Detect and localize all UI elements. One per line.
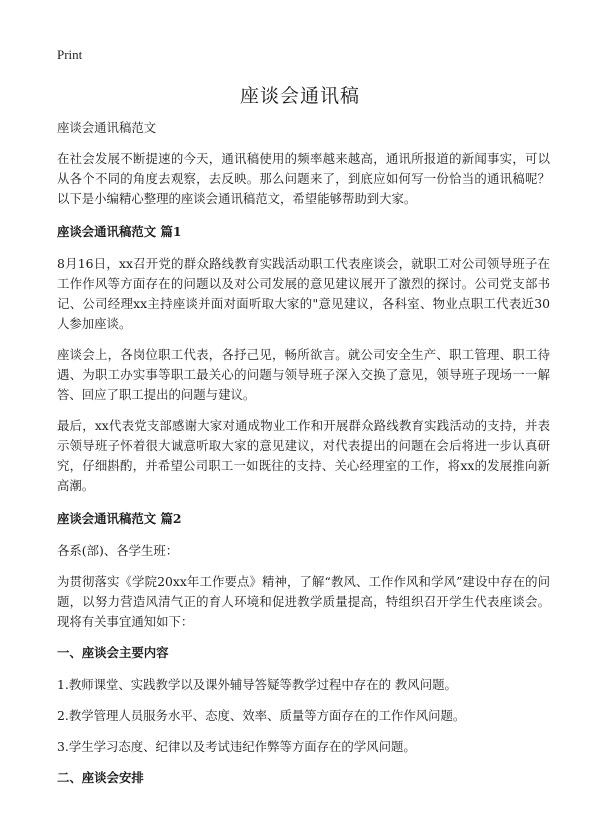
section-1-item: 1.教师课堂、实践教学以及课外辅导答疑等教学过程中存在的 教风问题。 — [57, 677, 457, 692]
article-1-paragraph: 8月16日，xx召开党的群众路线教育实践活动职工代表座谈会，就职工对公司领导班子在工作作风等方面存在的问题以及对公司发展的意见建议展开了激烈的探讨。公司党支部书记、公司经理xx主持座谈并面对面听取大家的"意见建议，各科室、物业点职工代表近30人参加座谈。 — [57, 256, 550, 331]
article-2-paragraph: 为贯彻落实《学院20xx年工作要点》精神，了解“教风、工作作风和学风”建设中存在的问题，以努力营造风清气正的育人环境和促进教学质量提高，特组织召开学生代表座谈会。现将有关事宜通知如下： — [57, 574, 550, 629]
document-subtitle: 座谈会通讯稿范文 — [57, 120, 157, 135]
article-1-paragraph: 座谈会上，各岗位职工代表，各抒己见，畅所欲言。就公司安全生产、职工管理、职工待遇、为职工办实事等职工最关心的问题与领导班子深入交换了意见，领导班子现场一一解答、回应了职工提出的问题与建议。 — [57, 347, 550, 402]
section-1-item: 2.教学管理人员服务水平、态度、效率、质量等方面存在的工作作风问题。 — [57, 708, 466, 723]
article-1-heading: 座谈会通讯稿范文 篇1 — [57, 224, 182, 239]
intro-paragraph: 在社会发展不断提速的今天，通讯稿使用的频率越来越高，通讯所报道的新闻事实，可以从各个不同的角度去观察，去反映。那么问题来了，到底应如何写一份恰当的通讯稿呢？以下是小编精心整理的座谈会通讯稿范文，希望能够帮助到大家。 — [57, 151, 550, 206]
article-2-heading: 座谈会通讯稿范文 篇2 — [57, 511, 182, 526]
section-1-item: 3.学生学习态度、纪律以及考试违纪作弊等方面存在的学风问题。 — [57, 739, 416, 754]
article-2-greeting: 各系(部)、各学生班： — [57, 543, 179, 558]
document-body — [57, 118, 550, 800]
section-2-heading: 二、座谈会安排 — [57, 770, 144, 785]
article-1-paragraph: 最后，xx代表党支部感谢大家对通成物业工作和开展群众路线教育实践活动的支持，并表示领导班子怀着很大诚意听取大家的意见建议，对代表提出的问题在会后将进一步认真研究，仔细斟酌，并希望公司职工一如既往的支持、关心经理室的工作，将xx的发展推向新高潮。 — [57, 418, 550, 493]
section-1-heading: 一、座谈会主要内容 — [57, 645, 169, 660]
page-title: 座谈会通讯稿 — [239, 85, 360, 107]
print-link[interactable]: Print — [57, 47, 83, 62]
